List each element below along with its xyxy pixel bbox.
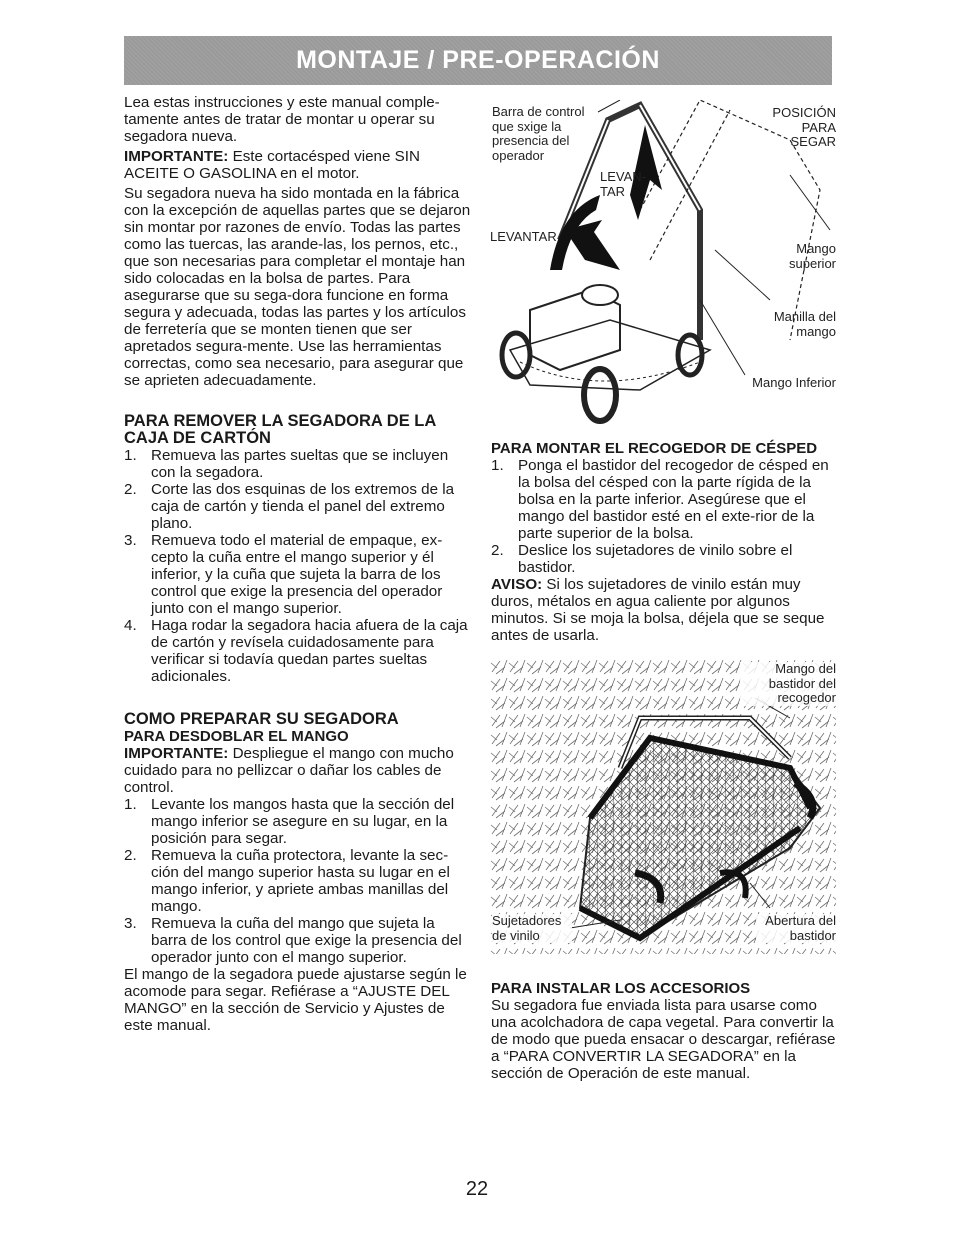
handle-adjust-note: El mango de la segadora puede ajustarse según le acomode para segar. Refiérase a “AJUSTE DEL MANGO” en la sección de Servicio y Ajustes de este manual. — [124, 966, 467, 1034]
step-text: Ponga el bastidor del recogedor de césped en la bolsa del césped con la parte rígida de la bolsa en la parte inferior. Asegúrese que el mango del bastidor esté en el exte-rior de la parte superior de la bolsa. — [518, 457, 829, 542]
list-item — [124, 532, 472, 617]
label-mowing-position: POSICIÓN PARA SEGAR — [772, 105, 836, 149]
label-frame-handle: Mango del bastidor del recogedor — [740, 662, 836, 706]
list-item — [491, 457, 836, 542]
accessories-text: Su segadora fue enviada lista para usarse como una acolchadora de capa vegetal. Para convertir la de modo que pueda ensacar o descargar, refiérase a “PARA CONVERTIR LA SEGADORA” en la sección de Operación de este manual. — [491, 997, 836, 1082]
step-number: 1. — [124, 796, 137, 813]
accessories-section — [491, 980, 836, 1082]
label-lower-handle: Mango Inferior — [752, 375, 836, 390]
label-lift-upper: LEVAN-TAR — [600, 169, 646, 199]
unfold-steps — [124, 796, 472, 966]
note-label: AVISO: — [491, 576, 543, 593]
step-number: 2. — [124, 481, 137, 498]
step-number: 3. — [124, 532, 137, 549]
label-frame-opening: Abertura del bastidor — [756, 914, 836, 943]
important-label: IMPORTANTE: — [124, 745, 229, 762]
step-number: 1. — [124, 447, 137, 464]
important-label: IMPORTANTE: — [124, 148, 229, 165]
list-item — [124, 617, 472, 685]
label-handle-knob: Manilla del mango — [773, 309, 836, 339]
step-text: Deslice los sujetadores de vinilo sobre el bastidor. — [518, 542, 793, 576]
grass-bag-heading: PARA MONTAR EL RECOGEDOR DE CÉSPED — [491, 440, 818, 457]
step-number: 3. — [124, 915, 137, 932]
grass-bag-section — [491, 440, 836, 644]
remove-heading: PARA REMOVER LA SEGADORA DE LA CAJA DE CARTÓN — [124, 412, 436, 447]
accessories-heading: PARA INSTALAR LOS ACCESORIOS — [491, 980, 751, 997]
label-lift: LEVANTAR — [490, 229, 557, 244]
note-text: Si los sujetadores de vinilo están muy duros, métalos en agua caliente por algunos minutos. Si se moja la bolsa, déjela que se seque antes de usarla. — [491, 576, 825, 644]
intro-paragraph-3: Su segadora nueva ha sido montada en la fábrica con la excepción de aquellas partes que se dejaron sin montar por razones de envío. Todas las partes como las tuercas, las arande-las, los pernos, etc., que son necesarias para completar el montaje han sido colocadas en la bolsa de partes. Para asegurarse que su sega-dora funcione en forma segura y adecuada, todas las partes y los artículos de ferretería que se monten tienen que ser apretados segura-mente. Use las herramientas correctas, como sea necesario, para asegurar que se aprieten adecuadamente. — [124, 185, 471, 389]
label-vinyl-clips: Sujetadores de vinilo — [492, 914, 572, 943]
step-number: 2. — [491, 542, 504, 559]
mower-handle-figure — [490, 100, 836, 430]
grass-bag-note — [491, 576, 836, 644]
step-text: Remueva la cuña del mango que sujeta la barra de los control que exige la presencia del operador junto con el mango superior. — [151, 915, 462, 966]
step-text: Levante los mangos hasta que la sección del mango inferior se asegure en su lugar, en la posición para segar. — [151, 796, 455, 847]
remove-steps — [124, 447, 472, 685]
section-title: MONTAJE / PRE-OPERACIÓN — [296, 46, 660, 74]
prepare-heading: COMO PREPARAR SU SEGADORA — [124, 710, 399, 728]
list-item — [124, 481, 472, 532]
prepare-important — [124, 745, 472, 796]
step-text: Haga rodar la segadora hacia afuera de la caja de cartón y revísela cuidadosamente para verificar si todavía quedan partes sueltas adicionales. — [151, 617, 468, 685]
step-text: Remueva todo el material de empaque, ex-cepto la cuña entre el mango superior y él inferior, y la cuña que sujeta la barra de los control que exige la presencia del operador junto con el mango superior. — [151, 532, 443, 617]
step-text: Corte las dos esquinas de los extremos de la caja de cartón y tienda el panel del extremo plano. — [151, 481, 455, 532]
step-number: 1. — [491, 457, 504, 474]
important-text: Este cortacésped viene SIN ACEITE O GASOLINA en el motor. — [124, 148, 420, 182]
step-number: 2. — [124, 847, 137, 864]
label-upper-handle: Mango superior — [789, 241, 836, 271]
list-item — [124, 847, 472, 915]
intro-important — [124, 148, 472, 182]
important-text: Despliegue el mango con mucho cuidado para no pellizcar o dañar los cables de control. — [124, 745, 454, 796]
list-item — [124, 447, 472, 481]
list-item — [124, 796, 472, 847]
step-text: Remueva las partes sueltas que se incluyen con la segadora. — [151, 447, 449, 481]
label-operator-bar: Barra de control que sxige la presencia del operador — [492, 104, 585, 163]
grass-bag-steps — [491, 457, 836, 576]
section-banner — [124, 36, 832, 85]
grass-bag-figure — [490, 658, 836, 954]
list-item — [124, 915, 472, 966]
list-item — [491, 542, 836, 576]
intro-paragraph-1: Lea estas instrucciones y este manual comple-tamente antes de tratar de montar u operar su segadora nueva. — [124, 94, 440, 145]
unfold-subheading: PARA DESDOBLAR EL MANGO — [124, 728, 349, 745]
left-column — [124, 94, 472, 1034]
step-text: Remueva la cuña protectora, levante la sec-ción del mango superior hasta su lugar en el mango inferior, y apriete ambas manillas del mango. — [151, 847, 450, 915]
step-number: 4. — [124, 617, 137, 634]
page-number: 22 — [465, 1178, 489, 1200]
